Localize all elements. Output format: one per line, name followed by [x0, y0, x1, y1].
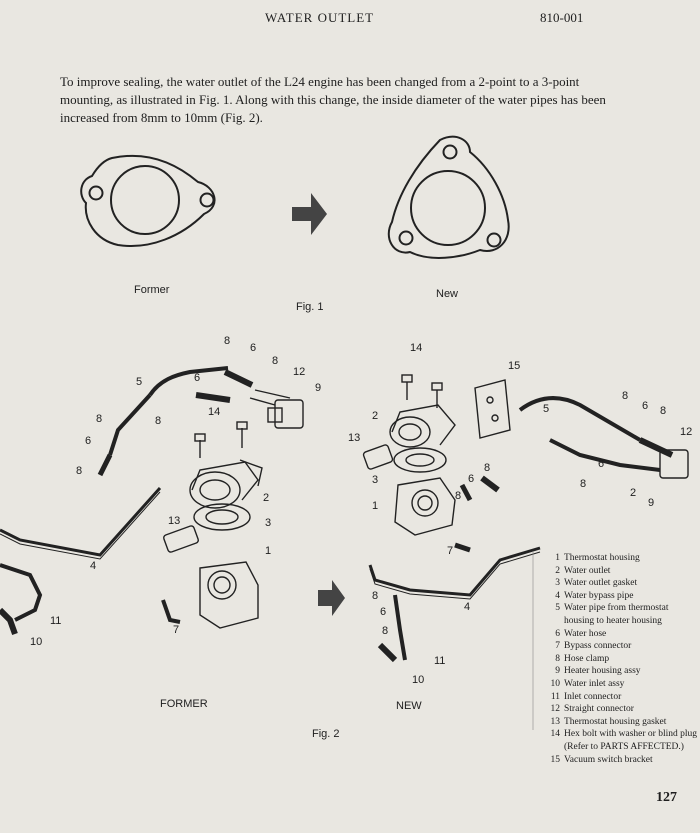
legend-item: 8 Hose clamp [555, 653, 610, 664]
callout-label: 15 [508, 360, 521, 372]
legend-item: 1 Thermostat housing [555, 553, 640, 563]
callout-label: 12 [680, 426, 693, 438]
callout-label: 13 [348, 432, 361, 444]
callout-label: 4 [90, 560, 97, 572]
callout-label: 1 [372, 500, 379, 512]
callout-label: 6 [194, 372, 201, 384]
callout-label: 7 [173, 624, 180, 636]
callout-label: 7 [447, 545, 454, 557]
callout-label: 8 [580, 478, 587, 490]
callout-label: 6 [598, 458, 605, 470]
fig1-new-label: New [436, 288, 459, 300]
callout-label: 2 [630, 487, 637, 499]
former-bolt-hole-right [201, 194, 214, 207]
callout-label: 6 [85, 435, 92, 447]
legend-item: 9 Heater housing assy [555, 666, 641, 677]
new-gasket-bore [411, 171, 485, 245]
callout-label: 1 [265, 545, 272, 557]
legend-item: 5 Water pipe from thermostat housing to heater housing [555, 603, 669, 626]
callout-label: 8 [96, 413, 103, 425]
callout-label: 3 [372, 474, 379, 486]
callout-label: 9 [315, 382, 322, 394]
new-bolt-hole-left [400, 232, 413, 245]
callout-label: 6 [468, 473, 475, 485]
callout-label: 10 [30, 636, 43, 648]
callout-label: 9 [648, 497, 655, 509]
callout-label: 10 [412, 674, 425, 686]
former-gasket-bore [111, 166, 179, 234]
callout-label: 11 [50, 615, 62, 627]
callout-label: 2 [372, 410, 379, 422]
legend-item: 4 Water bypass pipe [555, 590, 634, 601]
legend-item: 3 Water outlet gasket [555, 578, 638, 589]
callout-label: 4 [464, 601, 471, 613]
page-number: 127 [656, 790, 677, 805]
callout-label: 11 [434, 655, 446, 667]
legend-item: 11 Inlet connector [550, 691, 622, 702]
parts-legend [540, 552, 700, 766]
fig1-arrow [292, 193, 327, 235]
former-bolt-hole-left [90, 187, 103, 200]
fig2-caption: Fig. 2 [312, 728, 340, 740]
fig1-caption: Fig. 1 [296, 301, 324, 313]
callout-label: 8 [622, 390, 629, 402]
callout-label: 14 [410, 342, 423, 354]
callout-label: 8 [224, 335, 231, 347]
callout-label: 12 [293, 366, 306, 378]
callout-label: 6 [380, 606, 387, 618]
callout-label: 13 [168, 515, 181, 527]
new-bolt-hole-right [488, 234, 501, 247]
callout-label: 6 [250, 342, 257, 354]
intro-paragraph: To improve sealing, the water outlet of the L24 engine has been changed from a 2-point to a 3-point mounting, as illustrated in Fig. 1. Along with this change, the inside diameter of the water pipes has been increased from 8mm to 10mm (Fig. 2). [60, 74, 606, 125]
document-code: 810-001 [540, 10, 584, 25]
callout-label: 8 [155, 415, 162, 427]
callout-label: 8 [484, 462, 491, 474]
callout-label: 8 [455, 490, 462, 502]
fig2-former-assembly [0, 366, 306, 634]
callout-label: 5 [543, 403, 550, 415]
legend-item: 6 Water hose [555, 628, 607, 639]
callout-label: 3 [265, 517, 272, 529]
fig2-new-label: NEW [396, 700, 422, 712]
page-title: WATER OUTLET [265, 10, 375, 25]
new-bolt-hole-top [444, 146, 457, 159]
callout-label: 14 [208, 406, 221, 418]
callout-label: 8 [272, 355, 279, 367]
callout-label: 8 [660, 405, 667, 417]
legend-item: 12 Straight connector [550, 704, 634, 715]
legend-item: 13 Thermostat housing gasket [550, 716, 667, 727]
legend-item: 2 Water outlet [555, 565, 611, 576]
callout-label: 5 [136, 376, 143, 388]
fig2-arrow [318, 580, 345, 616]
fig2-former-label: FORMER [160, 698, 208, 710]
legend-item: 14 Hex bolt with washer or blind plug (Refer to PARTS AFFECTED.) [550, 729, 697, 752]
legend-item: 10 Water inlet assy [550, 678, 625, 689]
legend-item: 15 Vacuum switch bracket [550, 754, 653, 765]
fig1-former-label: Former [134, 284, 170, 296]
new-gasket-outline [389, 137, 509, 258]
callout-label: 8 [372, 590, 379, 602]
former-gasket-outline [81, 156, 214, 246]
callout-label: 8 [76, 465, 83, 477]
callout-label: 8 [382, 625, 389, 637]
legend-item: 7 Bypass connector [555, 641, 632, 652]
callout-label: 2 [263, 492, 270, 504]
callout-label: 6 [642, 400, 649, 412]
